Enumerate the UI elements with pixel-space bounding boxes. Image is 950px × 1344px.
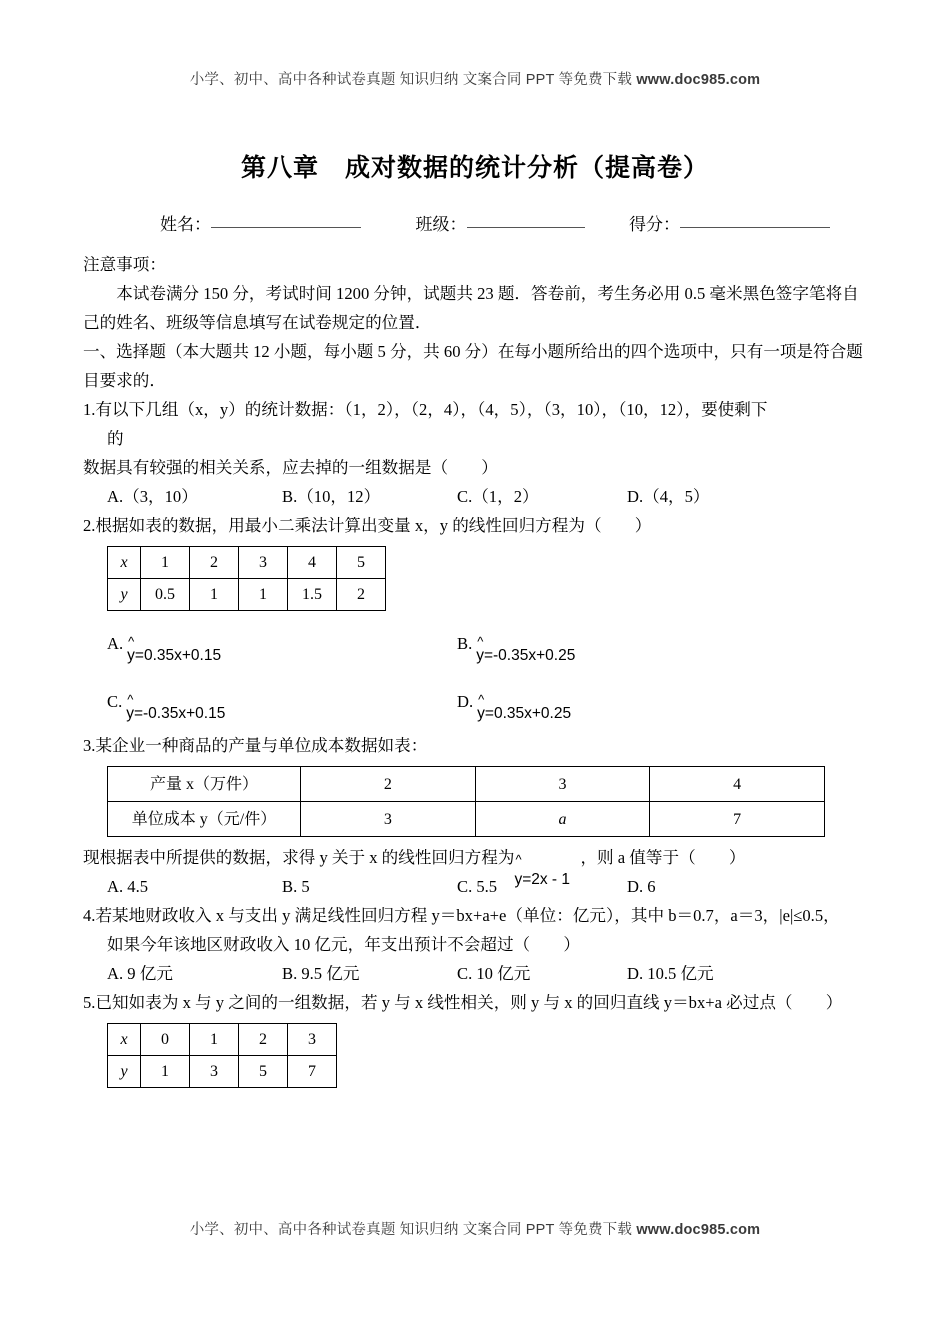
question-5-text: 已知如表为 x 与 y 之间的一组数据，若 y 与 x 线性相关，则 y 与 x 的回归直线 y＝bx+a 必过点（ ） [95, 993, 843, 1012]
page-title: 第八章 成对数据的统计分析（提高卷） [240, 154, 709, 182]
watermark-footer [0, 1218, 950, 1239]
formula-text: y=2x - 1 [514, 871, 571, 888]
y-hat-formula [514, 852, 571, 894]
q5-r2-c2: 3 [190, 1056, 239, 1088]
question-5-table [107, 1023, 337, 1088]
question-4-number: 4. [83, 906, 96, 925]
question-4-option-c[interactable]: C. 10 亿元 [457, 964, 531, 983]
identity-line [160, 210, 840, 235]
notice-body: 本试卷满分 150 分，考试时间 1200 分钟，试题共 23 题．答卷前，考生务必用 0.5 毫米黑色签字笔将自己的姓名、班级等信息填写在试卷规定的位置． [83, 284, 859, 332]
question-2-option-c-label: C. [107, 692, 123, 711]
question-2-option-d[interactable] [457, 685, 571, 727]
question-3-table [107, 766, 825, 837]
question-3-option-d[interactable]: D. 6 [627, 877, 656, 896]
question-4-stem-line1 [83, 901, 873, 930]
class-label: 班级： [415, 215, 467, 234]
q2-r2-c3: 1 [239, 579, 288, 611]
question-2-option-c-formula [122, 685, 225, 727]
table-row [108, 579, 386, 611]
name-field [160, 210, 361, 235]
question-3-followup-post: ，则 a 值等于（ ） [580, 848, 746, 867]
question-3-option-a[interactable]: A. 4.5 [107, 877, 149, 896]
q3-r1-c1: 2 [301, 767, 476, 802]
q3-r2-c3: 7 [650, 802, 825, 837]
question-1-option-d[interactable]: D.（4，5） [627, 487, 710, 506]
table-row [108, 802, 825, 837]
question-2-option-c[interactable] [107, 685, 457, 727]
question-1-option-a[interactable]: A.（3，10） [107, 487, 198, 506]
hat-accent-icon: ^ [477, 634, 484, 649]
question-3-number: 3. [83, 736, 96, 755]
q5-r2-c4: 7 [288, 1056, 337, 1088]
watermark-header [0, 68, 950, 89]
table-row [108, 767, 825, 802]
question-5-stem [83, 988, 873, 1017]
table-row [108, 547, 386, 579]
q5-r1-c4: 3 [288, 1024, 337, 1056]
q5-row2-header: y [108, 1056, 141, 1088]
hat-accent-icon: ^ [128, 634, 135, 649]
question-2-option-b-label: B. [457, 634, 473, 653]
q3-row2-header: 单位成本 y（元/件） [108, 802, 301, 837]
question-3-option-b[interactable]: B. 5 [282, 877, 310, 896]
question-2-text: 根据如表的数据，用最小二乘法计算出变量 x，y 的线性回归方程为（ ） [95, 516, 652, 535]
question-5-number: 5. [83, 993, 96, 1012]
q2-r1-c1: 1 [141, 547, 190, 579]
question-2-stem [83, 511, 873, 540]
class-field [416, 210, 585, 235]
question-2-number: 2. [83, 516, 96, 535]
question-2-option-b-formula [472, 627, 575, 669]
question-2-table [107, 546, 386, 611]
y-hat-formula [127, 634, 222, 664]
question-2-option-a-label: A. [107, 634, 124, 653]
q2-row1-header: x [108, 547, 141, 579]
name-blank[interactable] [211, 227, 361, 228]
question-3-text: 某企业一种商品的产量与单位成本数据如表： [95, 736, 428, 755]
question-2-options-row2 [83, 685, 873, 727]
watermark-footer-url: www.doc985.com [636, 1222, 761, 1238]
formula-text: y=0.35x+0.15 [127, 647, 222, 664]
question-1-stem-line1 [83, 395, 873, 424]
q2-r2-c2: 1 [190, 579, 239, 611]
hat-accent-icon: ^ [127, 692, 134, 707]
score-field [629, 210, 830, 235]
question-4-option-b[interactable]: B. 9.5 亿元 [282, 964, 360, 983]
q5-r1-c1: 0 [141, 1024, 190, 1056]
question-3-stem [83, 731, 873, 760]
hat-accent-icon: ^ [478, 692, 485, 707]
question-2-option-a[interactable] [107, 627, 457, 669]
question-2-option-d-formula [473, 685, 571, 727]
question-1-option-b[interactable]: B.（10，12） [282, 487, 381, 506]
question-3-followup-pre: 现根据表中所提供的数据，求得 y 关于 x 的线性回归方程为 [83, 848, 515, 867]
question-4-option-d[interactable]: D. 10.5 亿元 [627, 964, 714, 983]
y-hat-formula [126, 692, 226, 722]
hat-accent-icon: ^ [515, 852, 522, 867]
q2-r1-c4: 4 [288, 547, 337, 579]
question-1-number: 1. [83, 400, 96, 419]
question-4-options [83, 959, 873, 988]
q2-row2-header: y [108, 579, 141, 611]
q2-r2-c4: 1.5 [288, 579, 337, 611]
table-row [108, 1024, 337, 1056]
q3-r2-c2: a [475, 802, 650, 837]
watermark-header-text: 小学、初中、高中各种试卷真题 知识归纳 文案合同 PPT 等免费下载 [189, 72, 633, 88]
q3-r2-c1: 3 [301, 802, 476, 837]
exam-body [83, 250, 873, 1094]
q5-r1-c3: 2 [239, 1024, 288, 1056]
q5-r2-c1: 1 [141, 1056, 190, 1088]
q3-r1-c3: 4 [650, 767, 825, 802]
table-row [108, 1056, 337, 1088]
score-blank[interactable] [680, 227, 830, 228]
question-2-option-d-label: D. [457, 692, 474, 711]
question-1-option-c[interactable]: C.（1，2） [457, 487, 539, 506]
question-2-option-a-formula [123, 627, 221, 669]
q5-row1-header: x [108, 1024, 141, 1056]
q2-r2-c1: 0.5 [141, 579, 190, 611]
q2-r1-c2: 2 [190, 547, 239, 579]
name-label: 姓名： [160, 215, 211, 234]
question-4-text1: 若某地财政收入 x 与支出 y 满足线性回归方程 y＝bx+a+e（单位：亿元），其中 b＝0.7，a＝3，|e|≤0.5， [95, 906, 840, 925]
question-4-option-a[interactable]: A. 9 亿元 [107, 964, 173, 983]
question-3-option-c[interactable]: C. 5.5 [457, 877, 498, 896]
watermark-footer-text: 小学、初中、高中各种试卷真题 知识归纳 文案合同 PPT 等免费下载 [189, 1222, 633, 1238]
notice-heading: 注意事项： [83, 255, 166, 274]
score-label: 得分： [629, 215, 680, 234]
question-2-options-row1 [83, 627, 873, 669]
q3-row1-header: 产量 x（万件） [108, 767, 301, 802]
formula-text: y=-0.35x+0.15 [126, 705, 226, 722]
question-1-text1: 有以下几组（x，y）的统计数据：（1，2），（2，4），（4，5），（3，10），（10，12），要使剩下 [95, 400, 768, 419]
formula-text: y=-0.35x+0.25 [476, 647, 576, 664]
question-1-stem-line2: 的 [107, 429, 124, 448]
q3-r1-c2: 3 [475, 767, 650, 802]
formula-text: y=0.35x+0.25 [477, 705, 572, 722]
y-hat-formula [477, 692, 572, 722]
question-1-stem-line3: 数据具有较强的相关关系，应去掉的一组数据是（ ） [83, 458, 498, 477]
section-one-heading: 一、选择题（本大题共 12 小题，每小题 5 分，共 60 分）在每小题所给出的四个选项中，只有一项是符合题目要求的． [83, 342, 863, 390]
watermark-header-url: www.doc985.com [636, 72, 761, 88]
question-2-option-b[interactable] [457, 627, 575, 669]
question-4-stem-line2: 如果今年该地区财政收入 10 亿元，年支出预计不会超过（ ） [107, 935, 580, 954]
q5-r1-c2: 1 [190, 1024, 239, 1056]
q5-r2-c3: 5 [239, 1056, 288, 1088]
q2-r2-c5: 2 [337, 579, 386, 611]
question-1-options [83, 482, 873, 511]
q2-r1-c5: 5 [337, 547, 386, 579]
question-3-options [83, 872, 873, 901]
y-hat-formula [476, 634, 576, 664]
q2-r1-c3: 3 [239, 547, 288, 579]
class-blank[interactable] [467, 227, 585, 228]
